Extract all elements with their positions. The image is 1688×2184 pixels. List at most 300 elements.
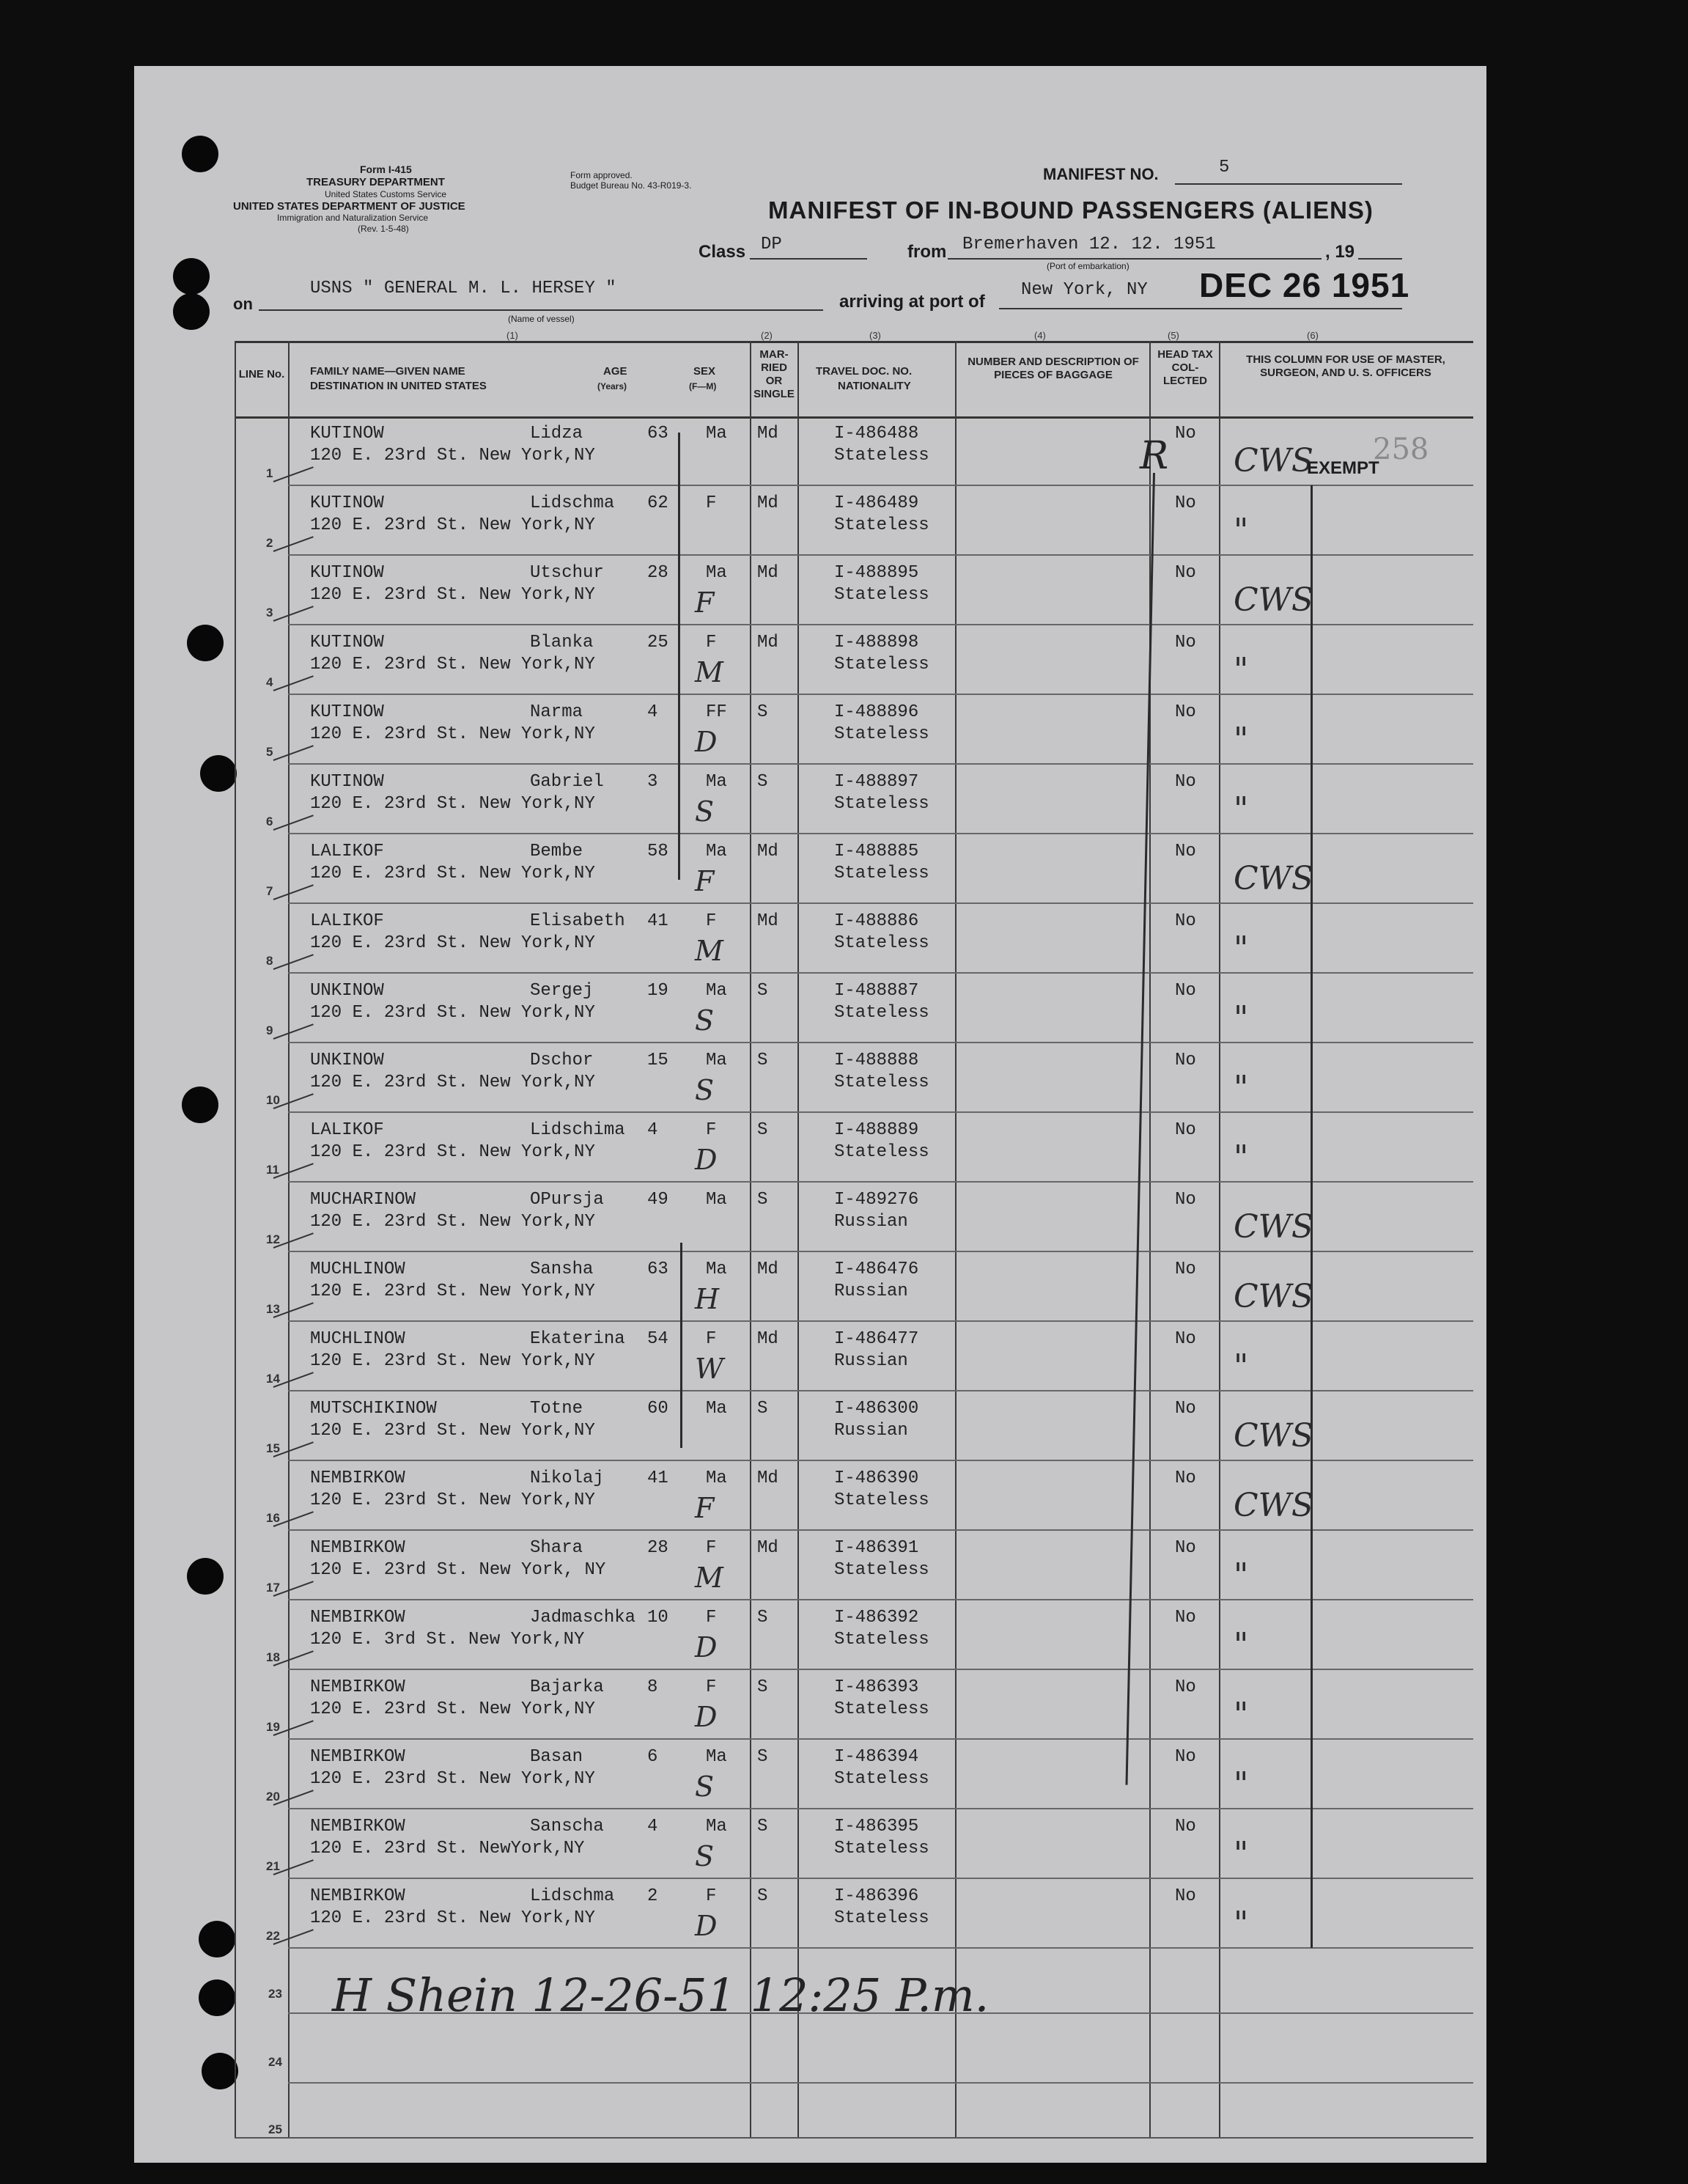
family-name: NEMBIRKOW [310, 1468, 405, 1488]
sex: FF [706, 702, 727, 722]
head-tax: No [1175, 1120, 1196, 1140]
head-tax: No [1175, 1329, 1196, 1349]
sex-handwritten: S [695, 1840, 715, 1872]
head-tax: No [1175, 1190, 1196, 1210]
travel-doc-no: I-486477 [834, 1329, 919, 1349]
given-name: Basan [530, 1747, 583, 1767]
marital-status: Md [757, 911, 778, 931]
officer-note: " [1234, 1696, 1249, 1733]
head-tax: No [1175, 1886, 1196, 1906]
head-tax: No [1175, 424, 1196, 444]
revision: (Rev. 1-5-48) [358, 224, 409, 234]
given-name: Lidschma [530, 493, 615, 513]
table-row [134, 416, 1486, 486]
travel-doc-no: I-488886 [834, 911, 919, 931]
family-name: MUCHARINOW [310, 1190, 416, 1210]
destination: 120 E. 23rd St. New York,NY [310, 724, 595, 744]
sex-handwritten: M [695, 935, 723, 967]
age: 63 [647, 1260, 668, 1279]
col-family-name: FAMILY NAME—GIVEN NAME [310, 365, 465, 378]
given-name: Narma [530, 702, 583, 722]
given-name: Shara [530, 1538, 583, 1558]
family-name: NEMBIRKOW [310, 1817, 405, 1836]
travel-doc-no: I-486392 [834, 1608, 919, 1628]
sex: Ma [706, 1747, 727, 1767]
head-tax: No [1175, 1399, 1196, 1419]
officer-note: CWS [1234, 1487, 1314, 1524]
age: 15 [647, 1051, 668, 1070]
table-row [134, 1600, 1486, 1670]
head-tax: No [1175, 772, 1196, 792]
sex: Ma [706, 772, 727, 792]
age: 8 [647, 1677, 658, 1697]
travel-doc-no: I-486393 [834, 1677, 919, 1697]
nationality: Russian [834, 1351, 908, 1371]
punch-hole [199, 1979, 235, 2016]
age: 41 [647, 1468, 668, 1488]
sex: F [706, 1538, 717, 1558]
given-name: Sansha [530, 1260, 594, 1279]
head-tax: No [1175, 1677, 1196, 1697]
age: 28 [647, 1538, 668, 1558]
family-name: MUCHLINOW [310, 1329, 405, 1349]
embarkation-port: Bremerhaven 12. 12. 1951 [962, 235, 1216, 254]
line-number: 1 [266, 466, 273, 480]
given-name: Bembe [530, 842, 583, 861]
travel-doc-no: I-486391 [834, 1538, 919, 1558]
sex: Ma [706, 1260, 727, 1279]
nationality: Stateless [834, 1560, 929, 1580]
treasury-dept: TREASURY DEPARTMENT [306, 176, 445, 188]
destination: 120 E. 23rd St. NewYork,NY [310, 1839, 585, 1858]
travel-doc-no: I-486300 [834, 1399, 919, 1419]
check-mark [273, 466, 314, 482]
column-number: (1) [506, 330, 518, 341]
destination: 120 E. 23rd St. New York,NY [310, 1351, 595, 1371]
officer-note: " [1234, 721, 1249, 758]
given-name: Bajarka [530, 1677, 604, 1697]
family-name: KUTINOW [310, 633, 384, 652]
officer-note: " [1234, 999, 1249, 1037]
destination: 120 E. 23rd St. New York,NY [310, 1003, 595, 1023]
officer-note: " [1234, 1556, 1249, 1594]
family-name: KUTINOW [310, 424, 384, 444]
given-name: Elisabeth [530, 911, 625, 931]
family-name: KUTINOW [310, 772, 384, 792]
nationality: Stateless [834, 1908, 929, 1928]
sex: Ma [706, 1468, 727, 1488]
exempt-stamp: EXEMPT [1307, 458, 1379, 478]
officer-note: " [1234, 1069, 1249, 1106]
sex-handwritten: D [695, 1144, 718, 1176]
sex: Ma [706, 1399, 727, 1419]
line-number: 23 [268, 1987, 282, 2001]
sex-handwritten: S [695, 1771, 715, 1803]
class-value: DP [761, 235, 782, 254]
sex: F [706, 633, 717, 652]
travel-doc-no: I-488889 [834, 1120, 919, 1140]
given-name: Dschor [530, 1051, 594, 1070]
nationality: Stateless [834, 1490, 929, 1510]
col-sex-sub: (F—M) [689, 381, 717, 391]
given-name: Nikolaj [530, 1468, 604, 1488]
table-row [134, 904, 1486, 974]
sex-handwritten: S [695, 1074, 715, 1106]
given-name: Sanscha [530, 1817, 604, 1836]
family-name: LALIKOF [310, 842, 384, 861]
table-row [134, 1461, 1486, 1531]
family-name: NEMBIRKOW [310, 1608, 405, 1628]
sex: Ma [706, 1190, 727, 1210]
check-mark [273, 815, 314, 831]
destination: 120 E. 23rd St. New York,NY [310, 585, 595, 605]
sex-handwritten: M [695, 1562, 723, 1594]
travel-doc-no: I-486390 [834, 1468, 919, 1488]
handwritten-closing: H Shein 12-26-51 12:25 P.m. [332, 1968, 989, 2022]
line-number: 7 [266, 884, 273, 898]
age: 41 [647, 911, 668, 931]
initial-mark: R [1140, 434, 1169, 478]
sex: F [706, 1677, 717, 1697]
col-line-no: LINE No. [238, 368, 285, 380]
marital-status: S [757, 1051, 768, 1070]
officer-note: CWS [1234, 581, 1314, 619]
check-mark [273, 884, 314, 900]
travel-doc-no: I-488887 [834, 981, 919, 1001]
destination: 120 E. 3rd St. New York,NY [310, 1630, 585, 1650]
nationality: Stateless [834, 1699, 929, 1719]
manifest-no-label: MANIFEST NO. [1043, 165, 1159, 183]
vessel-name: USNS " GENERAL M. L. HERSEY " [310, 279, 616, 298]
head-tax: No [1175, 633, 1196, 652]
col-nationality: NATIONALITY [838, 380, 911, 392]
head-tax: No [1175, 1051, 1196, 1070]
destination: 120 E. 23rd St. New York,NY [310, 1142, 595, 1162]
table-row [134, 1809, 1486, 1879]
marital-status: Md [757, 842, 778, 861]
destination: 120 E. 23rd St. New York,NY [310, 1212, 595, 1232]
officer-note: CWS [1234, 442, 1314, 479]
form-number: Form I-415 [360, 163, 412, 175]
destination: 120 E. 23rd St. New York,NY [310, 1769, 595, 1789]
nationality: Russian [834, 1212, 908, 1232]
table-row [134, 1252, 1486, 1322]
table-row [134, 1670, 1486, 1740]
customs-service: United States Customs Service [325, 189, 447, 199]
officer-note: " [1234, 512, 1249, 549]
age: 4 [647, 702, 658, 722]
col-age: AGE [603, 365, 627, 378]
marital-status: S [757, 981, 768, 1001]
line-number: 8 [266, 954, 273, 968]
document-title: MANIFEST OF IN-BOUND PASSENGERS (ALIENS) [768, 196, 1374, 224]
sex: Ma [706, 424, 727, 444]
line-number: 21 [266, 1859, 280, 1873]
nationality: Stateless [834, 933, 929, 953]
destination: 120 E. 23rd St. New York,NY [310, 446, 595, 466]
table-row [134, 695, 1486, 765]
check-mark [273, 745, 314, 761]
age: 54 [647, 1329, 668, 1349]
destination: 120 E. 23rd St. New York,NY [310, 515, 595, 535]
sex-handwritten: W [695, 1353, 724, 1385]
marital-status: Md [757, 1468, 778, 1488]
marital-status: S [757, 1190, 768, 1210]
column-number: (6) [1307, 330, 1319, 341]
family-name: KUTINOW [310, 563, 384, 583]
destination: 120 E. 23rd St. New York,NY [310, 1073, 595, 1092]
officer-note: " [1234, 930, 1249, 967]
sex: F [706, 911, 717, 931]
officer-number: 258 [1373, 433, 1429, 466]
sex: F [706, 1608, 717, 1628]
line-number: 5 [266, 745, 273, 759]
nationality: Stateless [834, 864, 929, 883]
line-number: 19 [266, 1720, 280, 1734]
marital-status: S [757, 1677, 768, 1697]
destination: 120 E. 23rd St. New York,NY [310, 1282, 595, 1301]
travel-doc-no: I-488888 [834, 1051, 919, 1070]
line-number: 6 [266, 815, 273, 828]
line-number: 11 [266, 1163, 279, 1177]
embarkation-note: (Port of embarkation) [1047, 261, 1129, 271]
officer-note: " [1234, 651, 1249, 688]
sex-handwritten: D [695, 1631, 718, 1663]
nationality: Stateless [834, 1073, 929, 1092]
marital-status: Md [757, 563, 778, 583]
line-number: 9 [266, 1023, 273, 1037]
nationality: Stateless [834, 1839, 929, 1858]
line-number: 20 [266, 1790, 280, 1804]
age: 58 [647, 842, 668, 861]
head-tax: No [1175, 1468, 1196, 1488]
age: 62 [647, 493, 668, 513]
destination: 120 E. 23rd St. New York,NY [310, 1421, 595, 1441]
line-number: 15 [266, 1441, 280, 1455]
class-label: Class [699, 242, 746, 262]
sex-handwritten: H [695, 1283, 720, 1315]
table-row [134, 1740, 1486, 1809]
col-head-tax: HEAD TAX COL-LECTED [1157, 348, 1213, 387]
check-mark [273, 675, 314, 691]
sex: Ma [706, 1817, 727, 1836]
travel-doc-no: I-486396 [834, 1886, 919, 1906]
destination: 120 E. 23rd St. New York,NY [310, 1699, 595, 1719]
head-tax: No [1175, 911, 1196, 931]
table-row [134, 1322, 1486, 1391]
nationality: Stateless [834, 585, 929, 605]
marital-status: S [757, 702, 768, 722]
officer-note: " [1234, 1835, 1249, 1872]
check-mark [273, 954, 314, 970]
marital-status: S [757, 1886, 768, 1906]
officer-note: " [1234, 1626, 1249, 1663]
justice-dept: UNITED STATES DEPARTMENT OF JUSTICE [233, 200, 465, 213]
punch-hole [173, 258, 210, 295]
head-tax: No [1175, 1538, 1196, 1558]
family-name: NEMBIRKOW [310, 1886, 405, 1906]
sex: F [706, 493, 717, 513]
destination: 120 E. 23rd St. New York,NY [310, 794, 595, 814]
table-row [134, 765, 1486, 834]
manifest-sheet [134, 66, 1486, 2163]
marital-status: Md [757, 1260, 778, 1279]
col-married: MAR-RIED OR SINGLE [753, 348, 795, 400]
marital-status: S [757, 1817, 768, 1836]
sex-handwritten: D [695, 726, 718, 758]
travel-doc-no: I-488895 [834, 563, 919, 583]
officer-note: " [1234, 1905, 1249, 1942]
travel-doc-no: I-486476 [834, 1260, 919, 1279]
punch-hole [202, 2053, 238, 2089]
family-name: UNKINOW [310, 981, 384, 1001]
travel-doc-no: I-489276 [834, 1190, 919, 1210]
line-number: 4 [266, 675, 273, 689]
head-tax: No [1175, 1260, 1196, 1279]
sex-handwritten: M [695, 656, 723, 688]
given-name: Ekaterina [530, 1329, 625, 1349]
sex-handwritten: F [695, 1492, 715, 1524]
sex: Ma [706, 981, 727, 1001]
nationality: Russian [834, 1282, 908, 1301]
family-name: MUCHLINOW [310, 1260, 405, 1279]
punch-hole [173, 293, 210, 330]
marital-status: S [757, 1747, 768, 1767]
destination: 120 E. 23rd St. New York,NY [310, 933, 595, 953]
travel-doc-no: I-488896 [834, 702, 919, 722]
column-number: (3) [869, 330, 881, 341]
nationality: Stateless [834, 724, 929, 744]
marital-status: S [757, 1399, 768, 1419]
destination: 120 E. 23rd St. New York,NY [310, 1490, 595, 1510]
nationality: Stateless [834, 655, 929, 674]
age: 3 [647, 772, 658, 792]
given-name: Sergej [530, 981, 594, 1001]
age: 25 [647, 633, 668, 652]
sex-handwritten: D [695, 1701, 718, 1733]
family-name: MUTSCHIKINOW [310, 1399, 437, 1419]
sex-handwritten: F [695, 865, 715, 897]
sex-handwritten: F [695, 587, 715, 619]
officer-note: CWS [1234, 1278, 1314, 1315]
line-number: 16 [266, 1511, 280, 1525]
family-name: KUTINOW [310, 702, 384, 722]
nationality: Stateless [834, 515, 929, 535]
officer-note: CWS [1234, 1208, 1314, 1246]
marital-status: Md [757, 1329, 778, 1349]
given-name: Lidza [530, 424, 583, 444]
nationality: Stateless [834, 794, 929, 814]
sex-handwritten: D [695, 1910, 718, 1942]
check-mark [273, 536, 314, 552]
table-row [134, 1531, 1486, 1600]
head-tax: No [1175, 842, 1196, 861]
head-tax: No [1175, 1817, 1196, 1836]
head-tax: No [1175, 981, 1196, 1001]
table-row [134, 625, 1486, 695]
table-row [134, 1391, 1486, 1461]
travel-doc-no: I-486488 [834, 424, 919, 444]
col-destination: DESTINATION IN UNITED STATES [310, 380, 487, 392]
age: 28 [647, 563, 668, 583]
travel-doc-no: I-488885 [834, 842, 919, 861]
manifest-no: 5 [1219, 158, 1230, 177]
family-name: KUTINOW [310, 493, 384, 513]
col-travel-doc: TRAVEL DOC. NO. [816, 365, 913, 378]
family-name: LALIKOF [310, 1120, 384, 1140]
officer-note: " [1234, 1139, 1249, 1176]
form-approved: Form approved. [570, 170, 633, 180]
marital-status: S [757, 772, 768, 792]
age: 4 [647, 1120, 658, 1140]
head-tax: No [1175, 1747, 1196, 1767]
officer-note: CWS [1234, 860, 1314, 897]
sex-handwritten: S [695, 1004, 715, 1037]
destination: 120 E. 23rd St. New York,NY [310, 864, 595, 883]
col-officers: THIS COLUMN FOR USE OF MASTER, SURGEON, AND U. S. OFFICERS [1246, 353, 1445, 379]
age: 6 [647, 1747, 658, 1767]
age: 19 [647, 981, 668, 1001]
line-number: 14 [266, 1372, 280, 1386]
family-name: NEMBIRKOW [310, 1677, 405, 1697]
line-number: 12 [266, 1232, 280, 1246]
sex: F [706, 1120, 717, 1140]
sex: F [706, 1329, 717, 1349]
year-label: , 19 [1325, 242, 1355, 262]
officer-note: " [1234, 1347, 1249, 1385]
marital-status: S [757, 1608, 768, 1628]
on-label: on [233, 295, 253, 313]
given-name: Utschur [530, 563, 604, 583]
table-row [134, 1113, 1486, 1183]
marital-status: S [757, 1120, 768, 1140]
col-age-sub: (Years) [597, 381, 627, 391]
given-name: Lidschima [530, 1120, 625, 1140]
given-name: Gabriel [530, 772, 604, 792]
age: 4 [647, 1817, 658, 1836]
check-mark [273, 1023, 314, 1040]
arriving-label: arriving at port of [839, 292, 985, 312]
nationality: Stateless [834, 1630, 929, 1650]
officer-note: " [1234, 790, 1249, 828]
age: 10 [647, 1608, 668, 1628]
line-number: 22 [266, 1929, 280, 1943]
line-number: 13 [266, 1302, 280, 1316]
destination: 120 E. 23rd St. New York,NY [310, 1908, 595, 1928]
destination: 120 E. 23rd St. New York, NY [310, 1560, 606, 1580]
line-number: 3 [266, 606, 273, 619]
check-mark [273, 606, 314, 622]
sex: Ma [706, 563, 727, 583]
head-tax: No [1175, 493, 1196, 513]
table-row [134, 1879, 1486, 1949]
marital-status: Md [757, 493, 778, 513]
from-label: from [907, 242, 947, 262]
age: 2 [647, 1886, 658, 1906]
given-name: Blanka [530, 633, 594, 652]
line-number: 24 [268, 2055, 282, 2069]
age: 49 [647, 1190, 668, 1210]
column-number: (5) [1168, 330, 1179, 341]
arrival-port: New York, NY [1021, 280, 1148, 300]
officer-note: CWS [1234, 1417, 1314, 1455]
column-number: (2) [761, 330, 773, 341]
marital-status: Md [757, 633, 778, 652]
family-name: NEMBIRKOW [310, 1747, 405, 1767]
nationality: Stateless [834, 1769, 929, 1789]
punch-hole [182, 136, 218, 172]
table-row [134, 834, 1486, 904]
